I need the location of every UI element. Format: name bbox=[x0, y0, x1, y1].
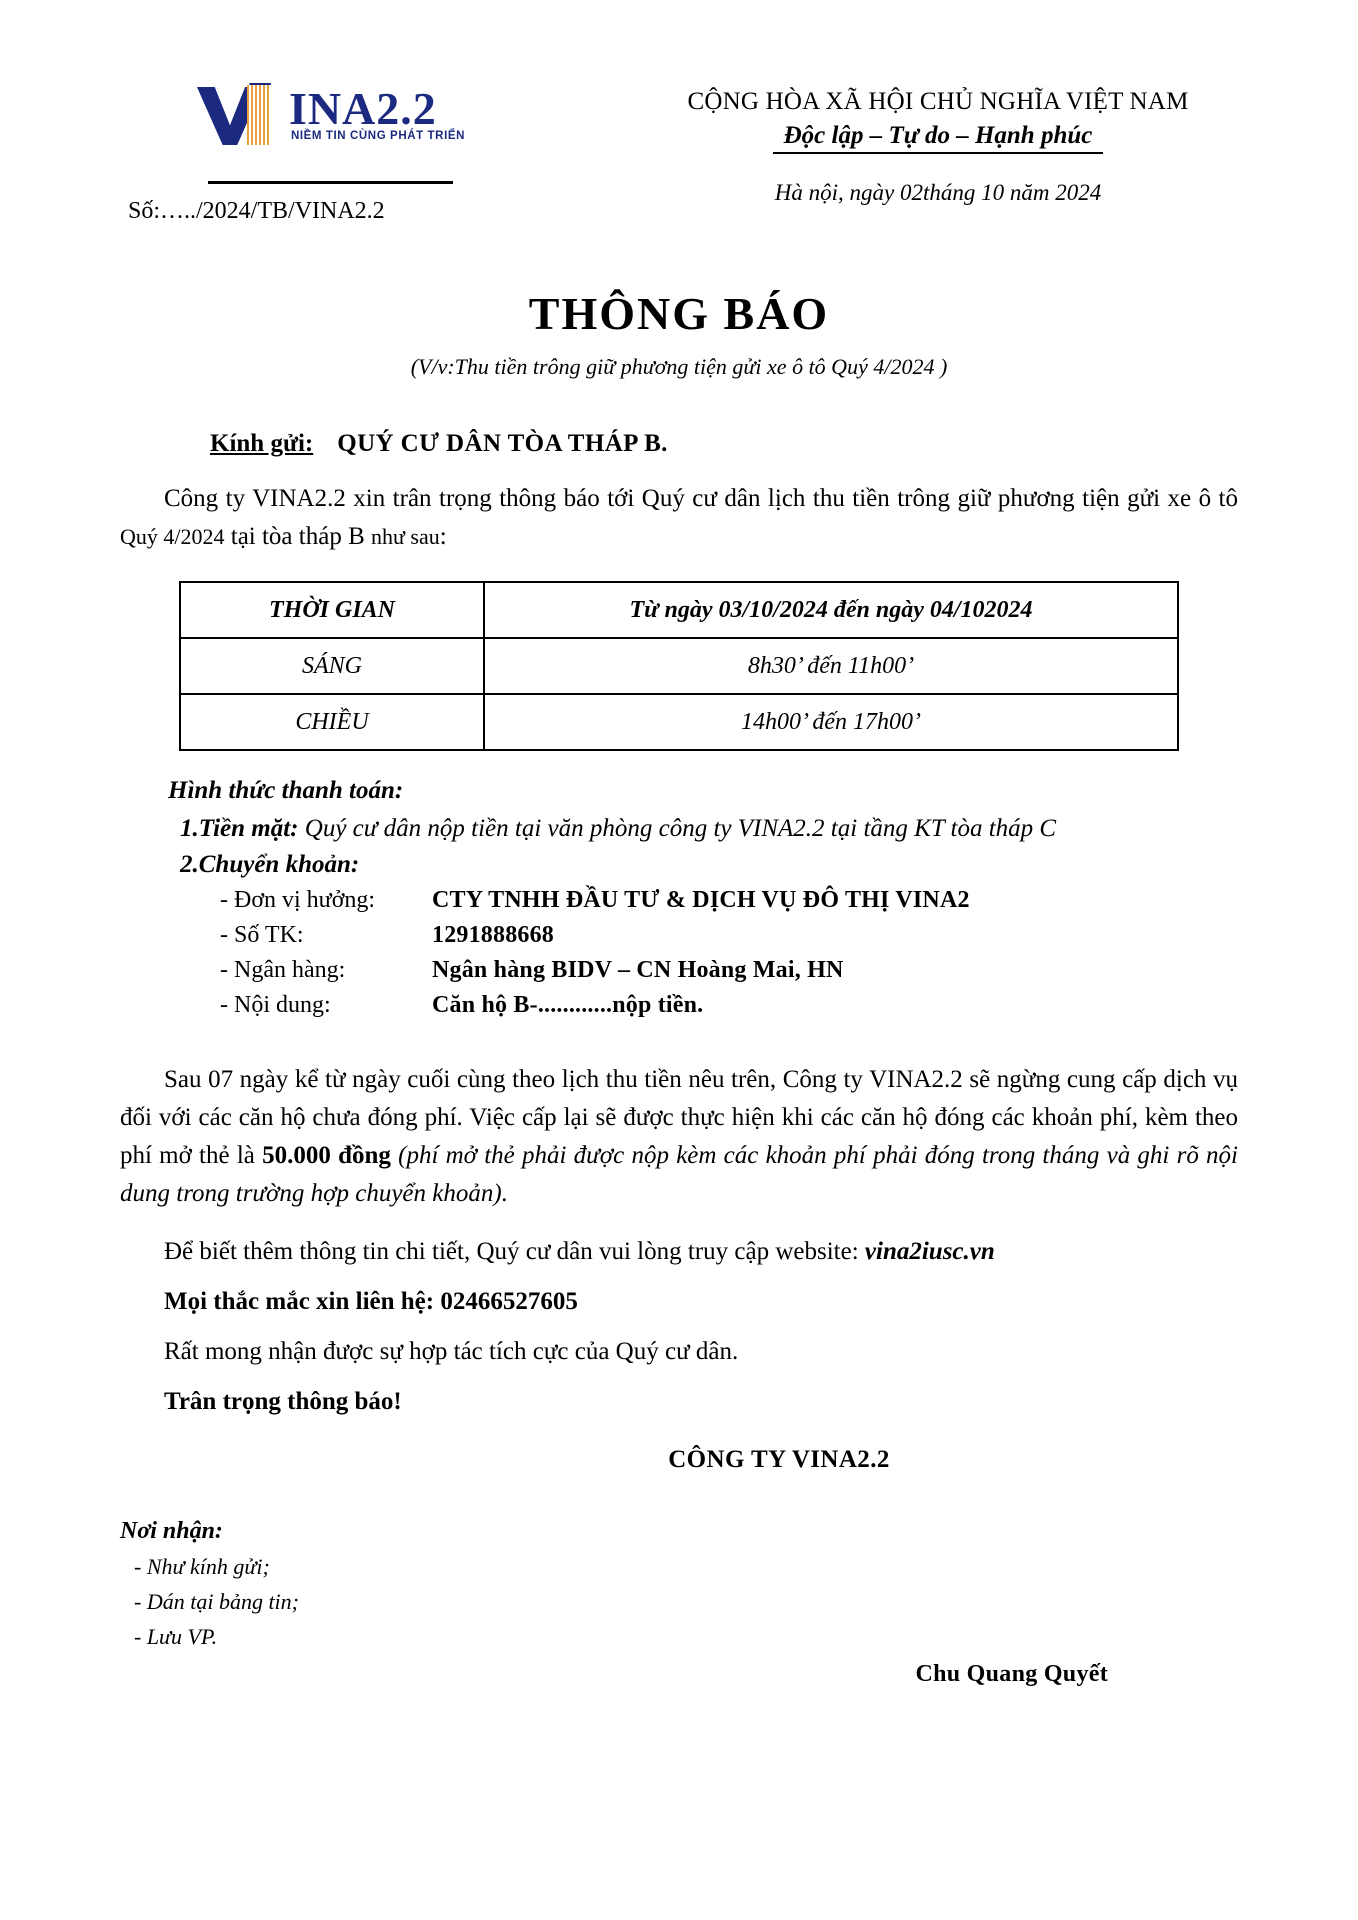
list-item: - Như kính gửi; bbox=[134, 1554, 270, 1579]
payment-cash-text: Quý cư dân nộp tiền tại văn phòng công ty VINA2.2 tại tầng KT tòa tháp C bbox=[298, 815, 1057, 842]
bank-detail-label: - Số TK: bbox=[220, 922, 304, 948]
recipient-line bbox=[120, 430, 1238, 458]
table-cell-label: THỜI GIAN bbox=[180, 582, 484, 638]
logo-tagline: NIỀM TIN CÙNG PHÁT TRIỂN bbox=[290, 130, 466, 142]
signer-name: Chu Quang Quyết bbox=[915, 1661, 1108, 1687]
website-link[interactable]: vina2iusc.vn bbox=[864, 1238, 995, 1265]
bank-detail-row bbox=[120, 957, 1238, 984]
list-item: - Dán tại bảng tin; bbox=[134, 1589, 299, 1614]
payment-cash-label: 1.Tiền mặt: bbox=[180, 815, 299, 842]
intro-part1: Công ty VINA2.2 xin trân trọng thông báo tới Quý cư dân lịch thu tiền trông giữ phương tiện gửi xe ô tô bbox=[164, 485, 1238, 512]
logo-text-block bbox=[289, 83, 465, 143]
page-title: THÔNG BÁO bbox=[528, 288, 830, 339]
date-line: Hà nội, ngày 02tháng 10 năm 2024 bbox=[774, 180, 1102, 205]
payment-cash-line bbox=[120, 815, 1238, 843]
document-number: Số:…../2024/TB/VINA2.2 bbox=[128, 198, 385, 224]
logo-wordmark: INA2.2 bbox=[288, 83, 437, 134]
intro-part3: tại tòa tháp B bbox=[224, 523, 371, 550]
company-logo bbox=[195, 83, 465, 155]
page-subtitle: (V/v:Thu tiền trông giữ phương tiện gửi xe ô tô Quý 4/2024 ) bbox=[410, 354, 948, 379]
fee-amount: 50.000 đồng bbox=[262, 1142, 391, 1169]
table-row bbox=[180, 638, 1178, 694]
bank-detail-label: - Đơn vị hưởng: bbox=[220, 887, 376, 913]
recipient-label: Kính gửi: bbox=[210, 430, 314, 457]
intro-paragraph bbox=[120, 480, 1238, 556]
company-signature-title: CÔNG TY VINA2.2 bbox=[668, 1446, 890, 1473]
document-header bbox=[120, 70, 1238, 225]
bank-name-value: Ngân hàng BIDV – CN Hoàng Mai, HN bbox=[432, 957, 844, 983]
cooperation-line: Rất mong nhận được sự hợp tác tích cực của Quý cư dân. bbox=[164, 1338, 739, 1365]
notice-text-b: (phí mở thẻ phải được nộp kèm các khoản phí phải đóng trong tháng và ghi rõ nội dung trong trường hợp chuyển khoản). bbox=[120, 1142, 1238, 1207]
recipient-value: QUÝ CƯ DÂN TÒA THÁP B. bbox=[337, 430, 668, 457]
table-cell-value: Từ ngày 03/10/2024 đến ngày 04/102024 bbox=[484, 582, 1178, 638]
intro-part4: như sau bbox=[371, 524, 440, 549]
bank-detail-row bbox=[120, 922, 1238, 949]
national-title: CỘNG HÒA XÃ HỘI CHỦ NGHĨA VIỆT NAM bbox=[687, 88, 1189, 115]
closing-line: Trân trọng thông báo! bbox=[164, 1388, 402, 1415]
list-item: - Lưu VP. bbox=[134, 1624, 218, 1649]
table-cell-value: 14h00’ đến 17h00’ bbox=[484, 694, 1178, 750]
bank-detail-row bbox=[120, 992, 1238, 1019]
payment-heading: Hình thức thanh toán: bbox=[168, 777, 404, 804]
header-left-divider bbox=[208, 181, 453, 184]
website-line bbox=[120, 1238, 1238, 1266]
contact-line: Mọi thắc mắc xin liên hệ: 02466527605 bbox=[164, 1288, 578, 1315]
logo-stripes-icon bbox=[247, 85, 271, 145]
logo-mark-icon bbox=[195, 83, 287, 145]
recipients-heading: Nơi nhận: bbox=[120, 1518, 223, 1544]
transfer-memo-value: Căn hộ B-............nộp tiền. bbox=[432, 992, 704, 1018]
bank-detail-row bbox=[120, 887, 1238, 914]
table-row bbox=[180, 582, 1178, 638]
header-left-block bbox=[120, 70, 540, 225]
schedule-table bbox=[179, 581, 1179, 751]
notice-paragraph bbox=[120, 1061, 1238, 1213]
title-block bbox=[120, 287, 1238, 380]
notice-text-a: Sau 07 ngày kể từ ngày cuối cùng theo lịch thu tiền nêu trên, Công ty VINA2.2 sẽ ngừng cung cấp dịch vụ đối với các căn hộ chưa đóng phí. Việc cấp lại sẽ được thực hiện khi các căn hộ đóng các khoản phí, kèm theo phí mở thẻ là bbox=[120, 1066, 1238, 1169]
bank-detail-label: - Nội dung: bbox=[220, 992, 331, 1018]
table-cell-label: SÁNG bbox=[180, 638, 484, 694]
website-line-prefix: Để biết thêm thông tin chi tiết, Quý cư dân vui lòng truy cập website: bbox=[164, 1238, 865, 1265]
intro-quarter: Quý 4/2024 bbox=[120, 524, 225, 549]
intro-colon: : bbox=[439, 523, 447, 550]
national-motto: Độc lập – Tự do – Hạnh phúc bbox=[783, 122, 1093, 149]
table-row bbox=[180, 694, 1178, 750]
bank-detail-label: - Ngân hàng: bbox=[220, 957, 346, 983]
table-cell-value: 8h30’ đến 11h00’ bbox=[484, 638, 1178, 694]
bank-account-number: 1291888668 bbox=[432, 922, 554, 948]
document-footer bbox=[120, 1518, 1238, 1688]
table-cell-label: CHIỀU bbox=[180, 694, 484, 750]
bank-detail-value: CTY TNHH ĐẦU TƯ & DỊCH VỤ ĐÔ THỊ VINA2 bbox=[432, 887, 970, 913]
header-right-divider bbox=[773, 152, 1103, 154]
payment-transfer-label: 2.Chuyển khoản: bbox=[180, 851, 360, 878]
header-right-block bbox=[638, 70, 1238, 206]
